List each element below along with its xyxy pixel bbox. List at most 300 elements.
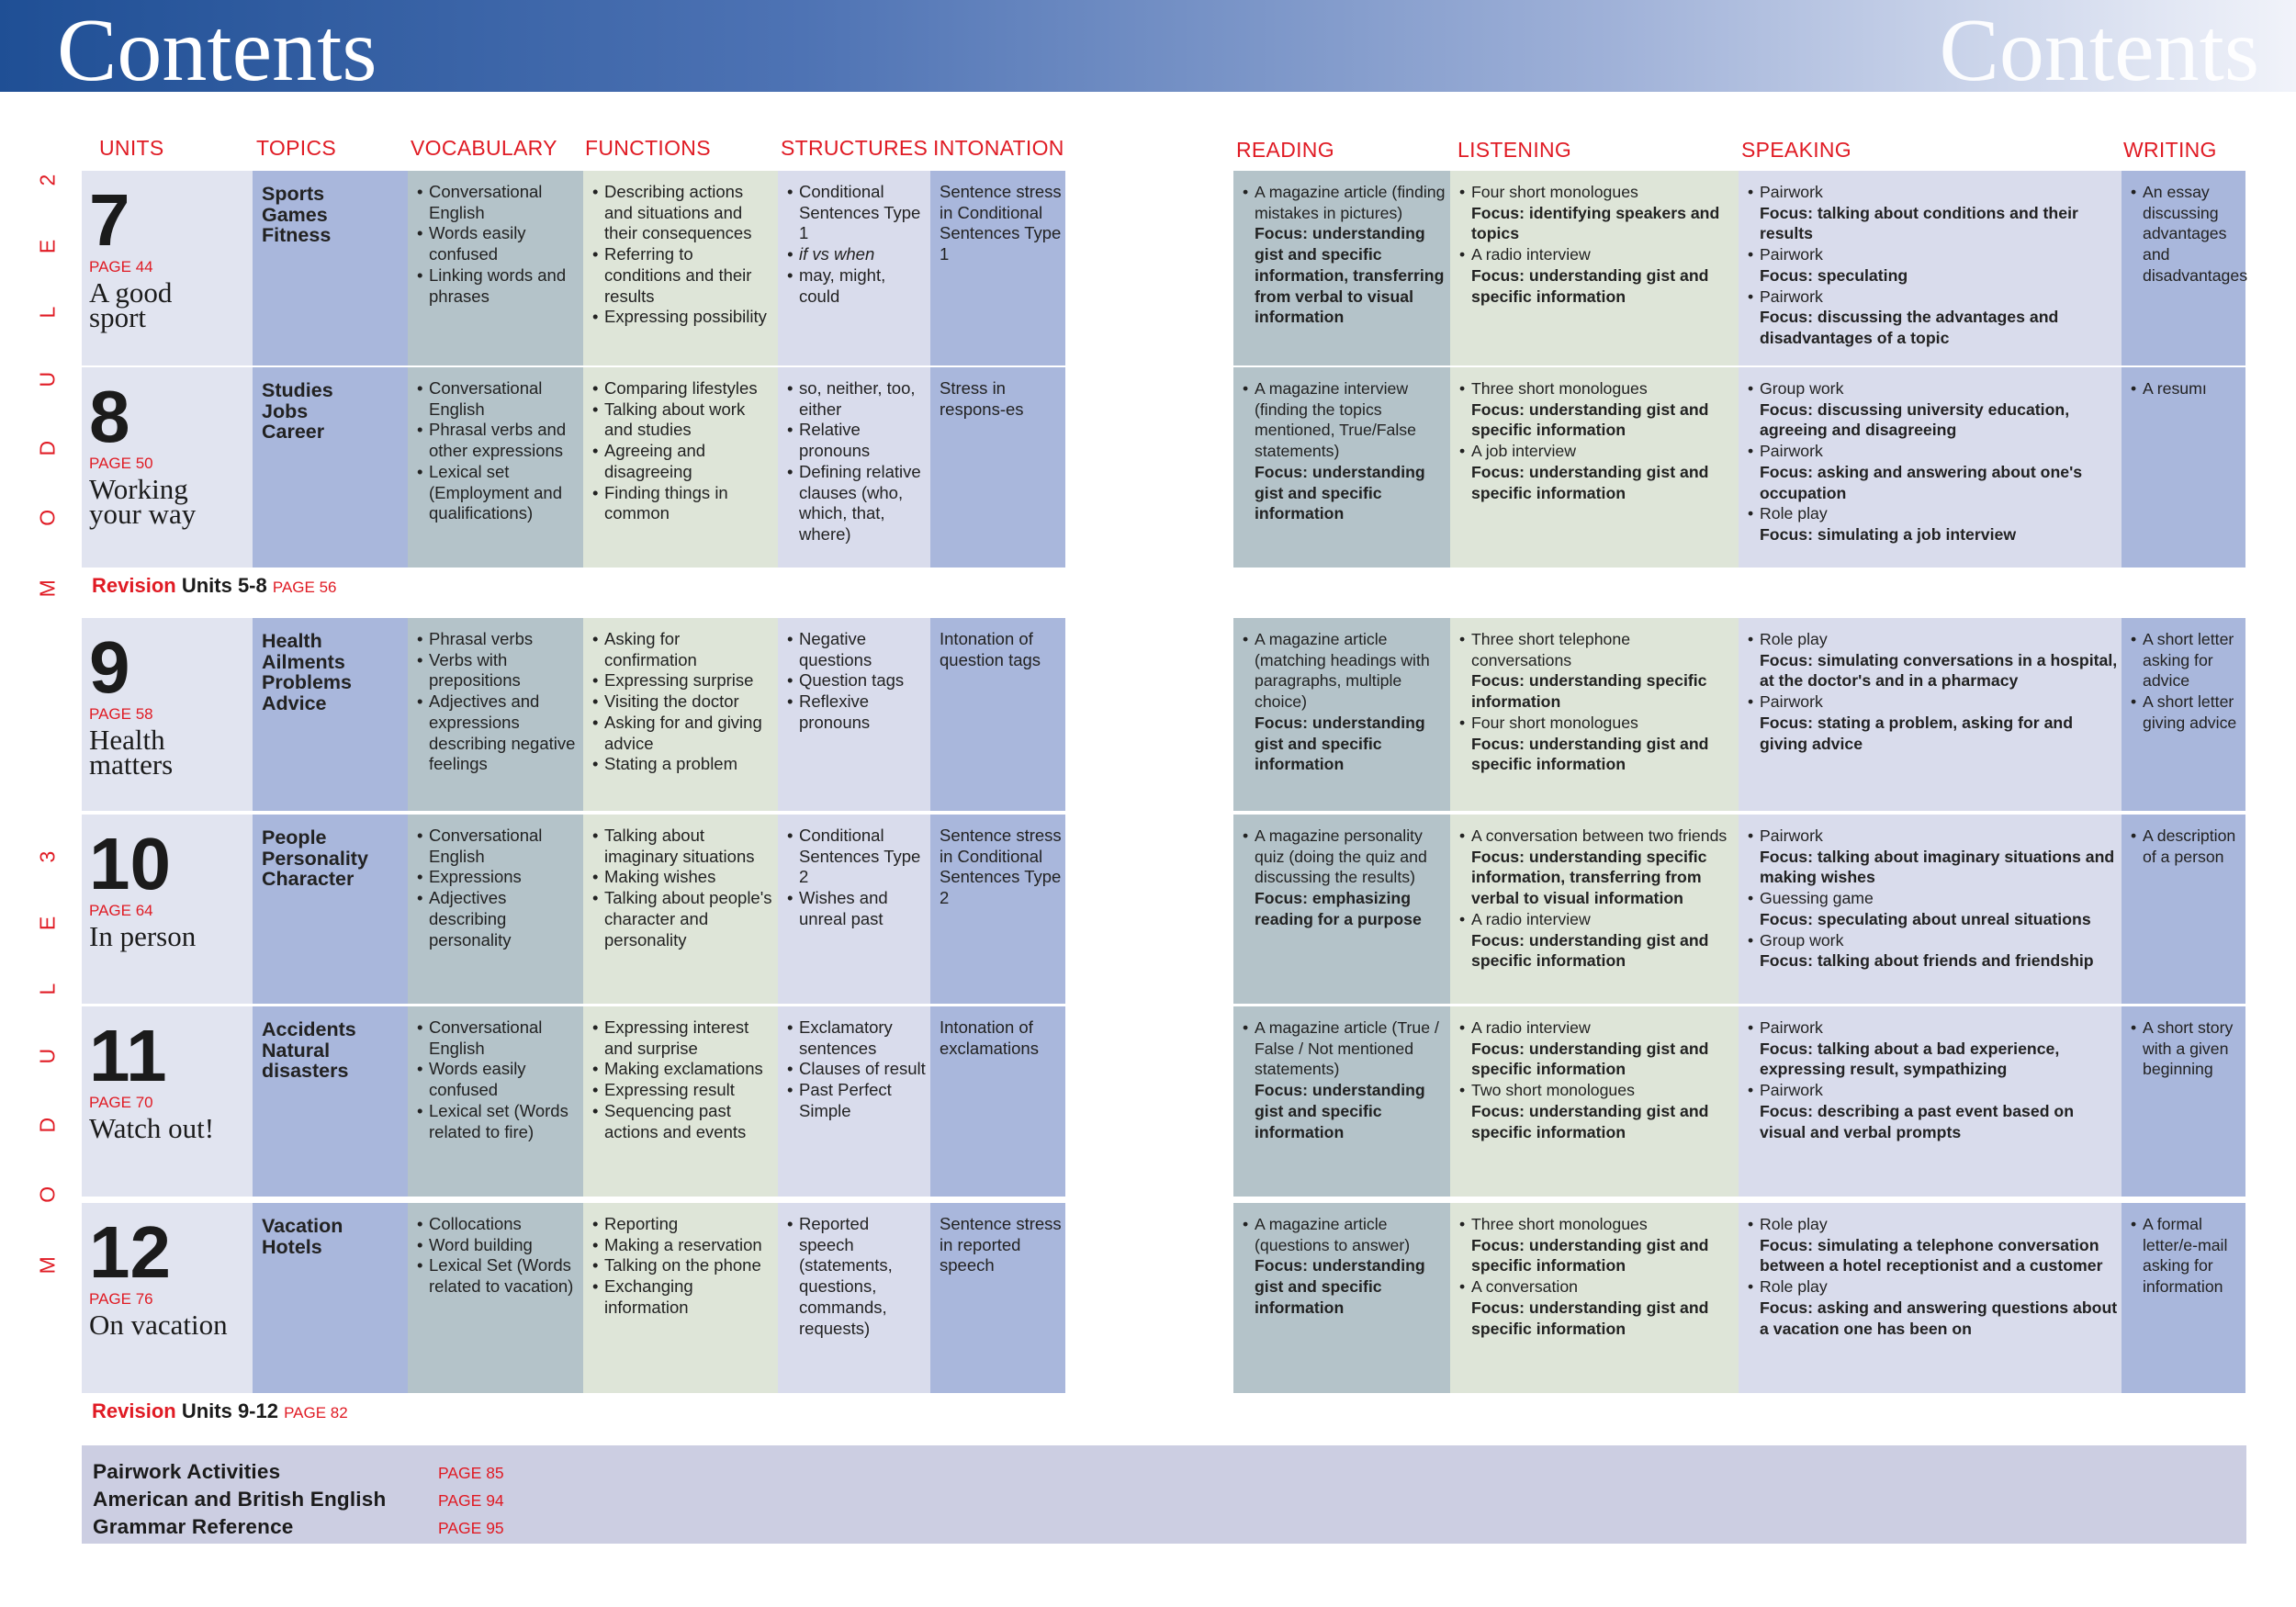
topic-label: Hotels: [262, 1235, 322, 1258]
vocabulary-item: • Conversational English: [417, 1017, 580, 1059]
revision-units: Units 9-12: [181, 1399, 278, 1422]
structures-list: [787, 1017, 927, 1122]
listening-focus: Focus: understanding gist and specific information: [1471, 265, 1709, 306]
unit-title-line: your way: [89, 497, 197, 530]
unit-cell-topics: [253, 367, 408, 568]
writing-list: [2131, 182, 2248, 287]
topic-label: disasters: [262, 1060, 349, 1082]
topic-label: People: [262, 826, 327, 848]
unit-cell-functions: [583, 1006, 778, 1197]
topic-label: Problems: [262, 671, 352, 693]
listening-item: • A job interview: [1459, 441, 1735, 462]
appendix-grammar-page: PAGE 95: [438, 1519, 504, 1537]
functions-item: • Exchanging information: [592, 1276, 774, 1318]
unit-cell-speaking: [1739, 1006, 2122, 1197]
unit-cell-intonation: [930, 1006, 1065, 1197]
speaking-focus: Focus: simulating conversations in a hospital, at the doctor's and in a pharmacy: [1760, 650, 2118, 691]
col-listening: LISTENING: [1458, 138, 1572, 162]
structures-item: • if vs when: [787, 244, 927, 265]
vocabulary-item: • Phrasal verbs and other expressions: [417, 420, 580, 461]
speaking-focus: Focus: discussing the advantages and disadvantages of a topic: [1760, 308, 2059, 347]
unit-title: [89, 1111, 245, 1144]
functions-item: • Expressing possibility: [592, 307, 774, 328]
unit-page: PAGE 64: [89, 902, 153, 919]
unit-cell-topics: [253, 618, 408, 811]
functions-item: • Asking for confirmation: [592, 629, 774, 670]
speaking-item: • Pairwork: [1748, 691, 2118, 713]
structures-list: [787, 629, 927, 734]
vocabulary-item: • Conversational English: [417, 182, 580, 223]
unit-cell-listening: [1450, 1006, 1739, 1197]
unit-cell-reading: [1233, 815, 1450, 1004]
unit-cell-speaking: [1739, 171, 2122, 365]
unit-cell-topics: [253, 1006, 408, 1197]
speaking-list: [1748, 826, 2118, 972]
unit-number: 11: [89, 1015, 167, 1096]
unit-cell-speaking: [1739, 815, 2122, 1004]
listening-focus: Focus: understanding gist and specific information: [1471, 1235, 1709, 1275]
speaking-item: • Pairwork: [1748, 441, 2118, 462]
functions-item: • Reporting: [592, 1214, 774, 1235]
speaking-list: [1748, 1214, 2118, 1339]
col-reading: READING: [1236, 138, 1334, 162]
speaking-focus: Focus: talking about a bad experience, expressing result, sympathizing: [1760, 1039, 2060, 1079]
reading-focus: Focus: understanding gist and specific information: [1255, 462, 1425, 523]
unit-cell-unit: [82, 1006, 253, 1197]
vocabulary-item: • Word building: [417, 1235, 580, 1256]
unit-cell-reading: [1233, 1203, 1450, 1393]
structures-item: • Relative pronouns: [787, 420, 927, 461]
listening-focus: Focus: identifying speakers and topics: [1471, 203, 1720, 243]
topic-label: Personality: [262, 847, 368, 870]
listening-item: • Two short monologues: [1459, 1080, 1735, 1101]
writing-list: [2131, 378, 2242, 399]
unit-cell-functions: [583, 1203, 778, 1393]
functions-item: • Finding things in common: [592, 483, 774, 524]
functions-item: • Describing actions and situations and their consequences: [592, 182, 774, 244]
intonation-text: Intonation of question tags: [940, 629, 1041, 669]
unit-cell-structures: [778, 1203, 930, 1393]
topic-label: Career: [262, 421, 325, 443]
listening-focus: Focus: understanding specific information: [1471, 671, 1707, 712]
functions-item: • Talking about work and studies: [592, 399, 774, 441]
unit-cell-unit: [82, 367, 253, 568]
topic-label: Studies: [262, 379, 333, 401]
revision-units: Units 5-8: [181, 574, 267, 597]
unit-title-line: On vacation: [89, 1308, 228, 1341]
unit-cell-vocabulary: [408, 367, 583, 568]
functions-list: [592, 1017, 774, 1142]
vocabulary-list: [417, 1214, 580, 1298]
unit-cell-structures: [778, 1006, 930, 1197]
functions-item: • Making exclamations: [592, 1059, 774, 1080]
listening-item: • A conversation between two friends: [1459, 826, 1735, 847]
col-intonation: INTONATION: [933, 136, 1064, 160]
topic-label: Ailments: [262, 650, 345, 673]
speaking-focus: Focus: speculating: [1760, 265, 1908, 285]
unit-cell-listening: [1450, 171, 1739, 365]
topic-label: Natural: [262, 1039, 331, 1062]
listening-item: • Three short telephone conversations: [1459, 629, 1735, 670]
col-structures: STRUCTURES: [781, 136, 929, 160]
writing-item: • A description of a person: [2131, 826, 2242, 867]
listening-focus: Focus: understanding gist and specific information: [1471, 462, 1709, 502]
intonation-text: Sentence stress in reported speech: [940, 1214, 1062, 1275]
topic-label: Advice: [262, 691, 327, 714]
listening-focus: Focus: understanding gist and specific information: [1471, 1039, 1709, 1079]
page-title: Contents: [57, 1, 377, 100]
revision-units-9-12: [92, 1399, 348, 1423]
unit-page: PAGE 50: [89, 455, 153, 472]
unit-cell-writing: [2122, 618, 2245, 811]
writing-item: • A short story with a given beginning: [2131, 1017, 2242, 1080]
vocabulary-list: [417, 826, 580, 950]
structures-list: [787, 826, 927, 930]
unit-cell-functions: [583, 171, 778, 365]
structures-item: • Negative questions: [787, 629, 927, 670]
unit-cell-writing: [2122, 367, 2245, 568]
listening-item: • A conversation: [1459, 1276, 1735, 1298]
speaking-list: [1748, 629, 2118, 754]
functions-item: • Talking on the phone: [592, 1255, 774, 1276]
unit-cell-writing: [2122, 815, 2245, 1004]
unit-cell-reading: [1233, 1006, 1450, 1197]
unit-number: 10: [89, 823, 171, 905]
functions-list: [592, 378, 774, 524]
vocabulary-list: [417, 1017, 580, 1142]
speaking-focus: Focus: asking and answering about one's occupation: [1760, 462, 2083, 502]
topic-label: Character: [262, 868, 355, 890]
structures-item: • Reported speech (statements, questions, commands, requests): [787, 1214, 927, 1339]
unit-cell-listening: [1450, 618, 1739, 811]
appendix-pairwork-page: PAGE 85: [438, 1464, 504, 1482]
unit-cell-listening: [1450, 367, 1739, 568]
speaking-focus: Focus: simulating a telephone conversation between a hotel receptionist and a customer: [1760, 1235, 2103, 1275]
structures-item: • Reflexive pronouns: [787, 691, 927, 733]
structures-list: [787, 378, 927, 545]
listening-item: • Four short monologues: [1459, 182, 1735, 203]
vocabulary-item: • Adjectives and expressions describing negative feelings: [417, 691, 580, 775]
listening-item: • A radio interview: [1459, 909, 1735, 930]
unit-number: 7: [89, 179, 130, 261]
listening-item: • A radio interview: [1459, 244, 1735, 265]
listening-list: [1459, 378, 1735, 503]
reading-list: [1243, 629, 1446, 713]
unit-row-12: [0, 1203, 2296, 1393]
vocabulary-item: • Conversational English: [417, 826, 580, 867]
module-2-label: M O D U L E 2: [35, 150, 60, 598]
col-speaking: SPEAKING: [1741, 138, 1851, 162]
functions-list: [592, 182, 774, 328]
vocabulary-item: • Expressions: [417, 867, 580, 888]
unit-row-11: [0, 1006, 2296, 1197]
unit-cell-topics: [253, 815, 408, 1004]
unit-title: [89, 1308, 245, 1341]
unit-page: PAGE 70: [89, 1094, 153, 1111]
functions-list: [592, 826, 774, 950]
topic-label: Health: [262, 630, 322, 652]
functions-item: • Referring to conditions and their results: [592, 244, 774, 307]
unit-title-line: Working: [89, 472, 188, 505]
unit-page: PAGE 76: [89, 1290, 153, 1308]
vocabulary-item: • Phrasal verbs: [417, 629, 580, 650]
listening-list: [1459, 629, 1735, 775]
speaking-item: • Role play: [1748, 503, 2118, 524]
writing-list: [2131, 826, 2242, 867]
topic-label: Jobs: [262, 399, 309, 422]
unit-cell-unit: [82, 1203, 253, 1393]
speaking-list: [1748, 378, 2118, 545]
revision-word: Revision: [92, 1399, 176, 1422]
vocabulary-item: • Lexical Set (Words related to vacation): [417, 1255, 580, 1297]
functions-item: • Agreeing and disagreeing: [592, 441, 774, 482]
structures-item: • Conditional Sentences Type 1: [787, 182, 927, 244]
functions-item: • Comparing lifestyles: [592, 378, 774, 399]
speaking-focus: Focus: simulating a job interview: [1760, 524, 2017, 544]
col-writing: WRITING: [2123, 138, 2217, 162]
reading-item: • A magazine article (True / False / Not mentioned statements): [1243, 1017, 1446, 1080]
writing-item: • A short letter asking for advice: [2131, 629, 2242, 691]
listening-focus: Focus: understanding specific information, transferring from verbal to visual information: [1471, 847, 1707, 908]
structures-item: • Defining relative clauses (who, which, that, where): [787, 462, 927, 545]
listening-item: • A radio interview: [1459, 1017, 1735, 1039]
listening-list: [1459, 1214, 1735, 1339]
unit-title-line: Health: [89, 723, 165, 756]
speaking-item: • Guessing game: [1748, 888, 2118, 909]
speaking-item: • Role play: [1748, 629, 2118, 650]
listening-item: • Three short monologues: [1459, 1214, 1735, 1235]
speaking-focus: Focus: asking and answering questions about a vacation one has been on: [1760, 1298, 2118, 1338]
topic-label: Vacation: [262, 1215, 343, 1237]
unit-cell-speaking: [1739, 1203, 2122, 1393]
intonation-text: Intonation of exclamations: [940, 1017, 1039, 1058]
structures-item: • Clauses of result: [787, 1059, 927, 1080]
listening-focus: Focus: understanding gist and specific information: [1471, 1101, 1709, 1141]
structures-item: • may, might, could: [787, 265, 927, 307]
listening-list: [1459, 182, 1735, 307]
intonation-text: Stress in respons-es: [940, 378, 1024, 419]
unit-cell-writing: [2122, 1006, 2245, 1197]
unit-cell-writing: [2122, 1203, 2245, 1393]
speaking-focus: Focus: talking about friends and friendship: [1760, 951, 2094, 971]
reading-focus: Focus: understanding gist and specific information: [1255, 1081, 1425, 1141]
unit-row-9: [0, 618, 2296, 811]
unit-cell-functions: [583, 367, 778, 568]
unit-cell-functions: [583, 618, 778, 811]
unit-cell-vocabulary: [408, 1006, 583, 1197]
module-3-label: M O D U L E 3: [35, 826, 60, 1275]
unit-cell-structures: [778, 815, 930, 1004]
speaking-item: • Pairwork: [1748, 182, 2118, 203]
vocabulary-list: [417, 378, 580, 524]
structures-list: [787, 1214, 927, 1339]
revision-page: PAGE 82: [284, 1404, 348, 1422]
reading-item: • A magazine article (matching headings with paragraphs, multiple choice): [1243, 629, 1446, 713]
listening-focus: Focus: understanding gist and specific information: [1471, 399, 1709, 440]
structures-item: • Past Perfect Simple: [787, 1080, 927, 1121]
topic-label: Games: [262, 203, 328, 226]
vocabulary-item: • Verbs with prepositions: [417, 650, 580, 691]
unit-cell-intonation: [930, 171, 1065, 365]
unit-cell-listening: [1450, 815, 1739, 1004]
reading-focus: Focus: understanding gist and specific information, transferring from verbal to visual information: [1255, 224, 1445, 327]
unit-cell-unit: [82, 171, 253, 365]
functions-list: [592, 629, 774, 775]
page-header: [0, 0, 2296, 100]
speaking-item: • Pairwork: [1748, 826, 2118, 847]
unit-row-7: [0, 171, 2296, 365]
speaking-list: [1748, 1017, 2118, 1142]
writing-item: • A formal letter/e-mail asking for information: [2131, 1214, 2242, 1298]
functions-item: • Visiting the doctor: [592, 691, 774, 713]
unit-cell-intonation: [930, 1203, 1065, 1393]
writing-item: • An essay discussing advantages and disadvantages: [2131, 182, 2242, 287]
unit-page: PAGE 44: [89, 258, 153, 275]
speaking-focus: Focus: talking about conditions and their results: [1760, 203, 2078, 243]
appendix-american-british-label: American and British English: [93, 1488, 387, 1511]
revision-page: PAGE 56: [272, 579, 337, 596]
structures-list: [787, 182, 927, 307]
unit-title: [89, 919, 245, 952]
topic-label: Fitness: [262, 224, 332, 246]
speaking-item: • Group work: [1748, 930, 2118, 951]
reading-item: • A magazine personality quiz (doing the quiz and discussing the results): [1243, 826, 1446, 888]
vocabulary-item: • Conversational English: [417, 378, 580, 420]
unit-cell-reading: [1233, 171, 1450, 365]
unit-row-8: [0, 367, 2296, 568]
writing-list: [2131, 629, 2242, 734]
structures-item: • so, neither, too, either: [787, 378, 927, 420]
topic-label: Sports: [262, 183, 325, 205]
unit-title-line: In person: [89, 919, 197, 952]
speaking-item: • Role play: [1748, 1214, 2118, 1235]
unit-title-line: matters: [89, 747, 174, 781]
col-units: UNITS: [99, 136, 164, 160]
unit-cell-structures: [778, 171, 930, 365]
structures-item: • Question tags: [787, 670, 927, 691]
listening-item: • Four short monologues: [1459, 713, 1735, 734]
speaking-list: [1748, 182, 2118, 349]
unit-cell-structures: [778, 367, 930, 568]
reading-focus: Focus: understanding gist and specific information: [1255, 1256, 1425, 1317]
functions-item: • Expressing result: [592, 1080, 774, 1101]
vocabulary-item: • Linking words and phrases: [417, 265, 580, 307]
page-title-right: Contents: [1939, 1, 2259, 100]
reading-list: [1243, 826, 1446, 888]
functions-item: • Expressing interest and surprise: [592, 1017, 774, 1059]
unit-cell-functions: [583, 815, 778, 1004]
topic-label: Accidents: [262, 1018, 356, 1040]
unit-cell-structures: [778, 618, 930, 811]
unit-number: 9: [89, 626, 130, 708]
structures-item: • Exclamatory sentences: [787, 1017, 927, 1059]
listening-focus: Focus: understanding gist and specific information: [1471, 930, 1709, 971]
writing-item: • A short letter giving advice: [2131, 691, 2242, 733]
reading-focus: Focus: emphasizing reading for a purpose: [1255, 889, 1422, 928]
col-vocabulary: VOCABULARY: [411, 136, 557, 160]
unit-cell-reading: [1233, 367, 1450, 568]
functions-item: • Asking for and giving advice: [592, 713, 774, 754]
vocabulary-item: • Words easily confused: [417, 223, 580, 264]
revision-word: Revision: [92, 574, 176, 597]
appendix-pairwork-label: Pairwork Activities: [93, 1460, 281, 1483]
vocabulary-item: • Lexical set (Employment and qualifications): [417, 462, 580, 524]
structures-item: • Wishes and unreal past: [787, 888, 927, 929]
speaking-focus: Focus: discussing university education, agreeing and disagreeing: [1760, 399, 2070, 440]
speaking-item: • Pairwork: [1748, 287, 2118, 308]
vocabulary-item: • Lexical set (Words related to fire): [417, 1101, 580, 1142]
reading-focus: Focus: understanding gist and specific information: [1255, 713, 1425, 774]
reading-list: [1243, 378, 1446, 462]
unit-cell-intonation: [930, 618, 1065, 811]
functions-item: • Talking about people's character and personality: [592, 888, 774, 950]
unit-cell-intonation: [930, 815, 1065, 1004]
vocabulary-list: [417, 629, 580, 775]
unit-cell-writing: [2122, 171, 2248, 365]
functions-item: • Talking about imaginary situations: [592, 826, 774, 867]
unit-cell-unit: [82, 618, 253, 811]
reading-item: • A magazine article (finding mistakes in pictures): [1243, 182, 1446, 223]
unit-title: [89, 472, 245, 530]
reading-list: [1243, 182, 1446, 223]
unit-number: 12: [89, 1211, 171, 1293]
speaking-item: • Role play: [1748, 1276, 2118, 1298]
unit-cell-vocabulary: [408, 618, 583, 811]
functions-list: [592, 1214, 774, 1319]
structures-item: • Conditional Sentences Type 2: [787, 826, 927, 888]
speaking-focus: Focus: talking about imaginary situations and making wishes: [1760, 847, 2115, 887]
unit-title: [89, 723, 245, 781]
vocabulary-item: • Words easily confused: [417, 1059, 580, 1100]
unit-cell-reading: [1233, 618, 1450, 811]
reading-list: [1243, 1017, 1446, 1080]
vocabulary-list: [417, 182, 580, 307]
speaking-item: • Group work: [1748, 378, 2118, 399]
writing-list: [2131, 1017, 2242, 1080]
listening-list: [1459, 826, 1735, 972]
listening-focus: Focus: understanding gist and specific information: [1471, 734, 1709, 774]
listening-item: • Three short monologues: [1459, 378, 1735, 399]
speaking-focus: Focus: describing a past event based on visual and verbal prompts: [1760, 1101, 2075, 1141]
unit-cell-unit: [82, 815, 253, 1004]
speaking-item: • Pairwork: [1748, 1080, 2118, 1101]
unit-title-line: A good: [89, 275, 173, 309]
writing-item: • A resumı: [2131, 378, 2242, 399]
unit-cell-speaking: [1739, 367, 2122, 568]
appendix-grammar-label: Grammar Reference: [93, 1515, 294, 1538]
unit-cell-vocabulary: [408, 171, 583, 365]
unit-number: 8: [89, 376, 130, 457]
functions-item: • Stating a problem: [592, 754, 774, 775]
appendix-american-british-page: PAGE 94: [438, 1491, 504, 1510]
speaking-focus: Focus: stating a problem, asking for and giving advice: [1760, 713, 2074, 753]
unit-title-line: sport: [89, 300, 146, 333]
unit-cell-topics: [253, 171, 408, 365]
functions-item: • Making wishes: [592, 867, 774, 888]
unit-cell-intonation: [930, 367, 1065, 568]
listening-list: [1459, 1017, 1735, 1142]
unit-cell-topics: [253, 1203, 408, 1393]
intonation-text: Sentence stress in Conditional Sentences Type 1: [940, 182, 1062, 264]
revision-units-5-8: [92, 574, 337, 598]
unit-title-line: Watch out!: [89, 1111, 215, 1144]
reading-item: • A magazine interview (finding the topics mentioned, True/False statements): [1243, 378, 1446, 462]
unit-cell-speaking: [1739, 618, 2122, 811]
reading-list: [1243, 1214, 1446, 1255]
listening-focus: Focus: understanding gist and specific information: [1471, 1298, 1709, 1338]
reading-item: • A magazine article (questions to answer): [1243, 1214, 1446, 1255]
unit-cell-listening: [1450, 1203, 1739, 1393]
